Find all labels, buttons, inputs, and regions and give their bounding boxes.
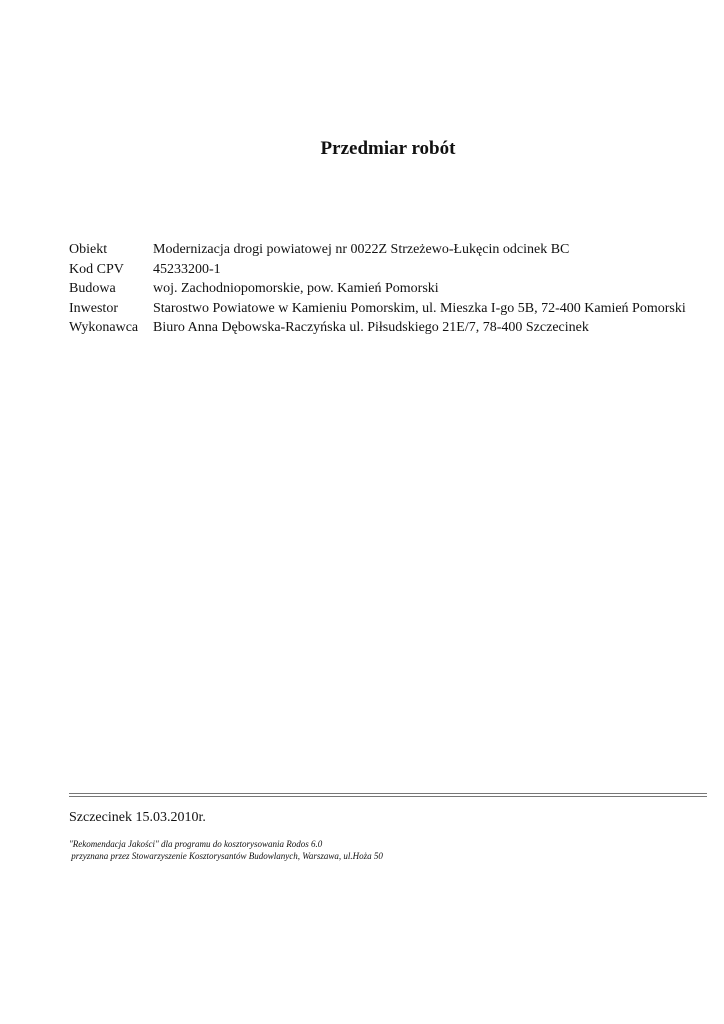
info-row-inwestor: [69, 299, 686, 319]
info-label-inwestor: Inwestor: [69, 300, 118, 316]
footer-recommendation-note: [69, 838, 383, 862]
info-value-inwestor: Starostwo Powiatowe w Kamieniu Pomorskim, ul. Mieszka I-go 5B, 72-400 Kamień Pomorski: [153, 300, 686, 316]
project-info-table: [69, 240, 686, 338]
info-label-kod-cpv: Kod CPV: [69, 261, 124, 277]
info-value-budowa: woj. Zachodniopomorskie, pow. Kamień Pomorski: [153, 281, 439, 296]
info-row-wykonawca: [69, 318, 686, 338]
info-row-obiekt: [69, 240, 686, 260]
info-label-wykonawca: Wykonawca: [69, 320, 139, 335]
info-value-obiekt: Modernizacja drogi powiatowej nr 0022Z Strzeżewo-Łukęcin odcinek BC: [153, 242, 570, 257]
footer-note-line-1: "Rekomendacja Jakości" dla programu do kosztorysowania Rodos 6.0: [69, 839, 323, 849]
info-label-budowa: Budowa: [69, 281, 116, 296]
info-row-kod-cpv: [69, 260, 686, 280]
document-title: Przedmiar robót: [320, 138, 456, 159]
info-label-obiekt: Obiekt: [69, 242, 108, 257]
footer-divider: [69, 793, 707, 797]
footer-note-line-2: przyznana przez Stowarzyszenie Kosztorysantów Budowlanych, Warszawa, ul.Hoża 50: [69, 851, 383, 861]
info-row-budowa: [69, 279, 686, 299]
info-value-wykonawca: Biuro Anna Dębowska-Raczyńska ul. Piłsudskiego 21E/7, 78-400 Szczecinek: [153, 320, 589, 335]
info-value-kod-cpv: 45233200-1: [153, 261, 221, 277]
footer-date: Szczecinek 15.03.2010r.: [69, 810, 206, 825]
